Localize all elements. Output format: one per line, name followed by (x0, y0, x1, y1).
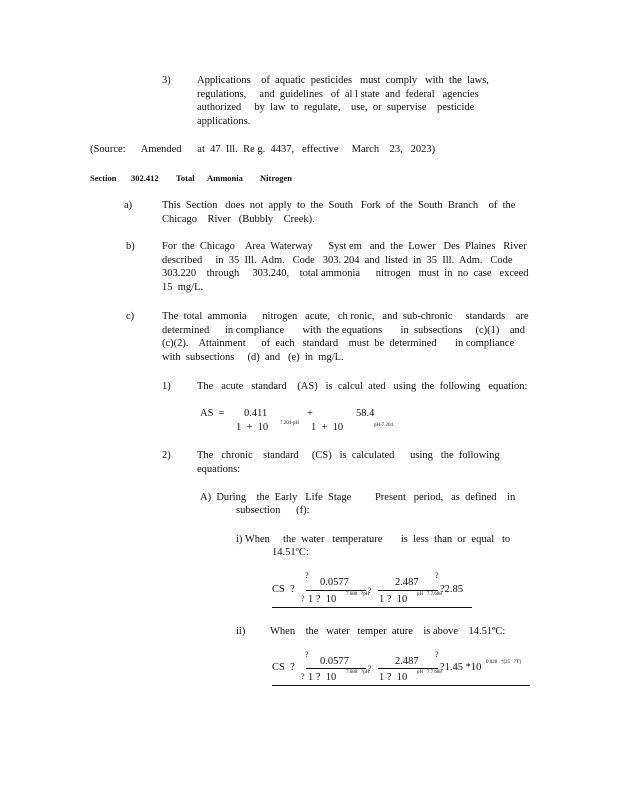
cs2-exponent: 7.688 ?pH (346, 670, 370, 675)
cs1-denominator: 1 ? 10 (308, 594, 337, 605)
as-equation-plus: + (307, 408, 313, 419)
item-i-line: i) When the water temperature is less than or equal to (236, 534, 511, 545)
subparagraph-a-line: A) During the Early Life Stage Present period, as defined in (200, 492, 516, 503)
cs1-numerator: 2.487 (395, 577, 419, 588)
item-ii-text: When the water temper ature is above 14.51ºC: (270, 626, 506, 637)
cs2-fraction-bar (306, 668, 366, 669)
subsection-c-text (162, 310, 529, 364)
subsection-c-line: (c)(2). Attainment of each standard must be determined in compliance (162, 338, 515, 349)
item-3-number: 3) (162, 75, 171, 86)
paragraph-2-line: The chronic standard (CS) is calculated using the following (197, 450, 500, 461)
cs1-bracket-glyph: ? (301, 594, 305, 603)
item-3-line: authorized by law to regulate, use, or supervise pesticide (197, 102, 475, 113)
section-number: 302.412 (131, 173, 159, 183)
subsection-b-line: 15 mg/L. (162, 281, 204, 293)
cs2-tail-exponent: 0.028 *(25 ?T) (486, 660, 521, 665)
subsection-c-line: with subsections (d) and (e) in mg/L. (162, 351, 344, 363)
as-equation-exponent: 7.204-pH (280, 421, 300, 426)
paragraph-2-line: equations: (197, 463, 241, 475)
subsection-c-line: The total ammonia nitrogen acute, ch ronic, and sub-chronic standards are (162, 311, 529, 322)
item-ii-number: ii) (236, 626, 246, 637)
subsection-b-line: For the Chicago Area Waterway Syst em and the Lower Des Plaines River (162, 241, 527, 252)
cs1-operator: ? (368, 586, 372, 595)
item-3-line: applications. (197, 115, 251, 127)
as-equation-denominator: 1 + 10 (236, 422, 269, 433)
cs1-exponent: 7.688 ?pH (346, 592, 370, 597)
cs1-lhs: CS ? (272, 584, 295, 595)
cs2-numerator: 2.487 (395, 656, 419, 667)
cs2-bracket-glyph: ? (305, 650, 309, 659)
cs1-bracket-glyph: ? (305, 571, 309, 580)
item-i-line: 14.51ºC: (272, 547, 309, 558)
section-title-word: Total (176, 173, 195, 183)
subsection-b-line: described in 35 Ill. Adm. Code 303. 204 and listed in 35 Ill. Adm. Code (162, 254, 513, 266)
as-equation-numerator: 58.4 (356, 408, 375, 419)
as-equation-exponent: pH-7.204 (374, 423, 394, 428)
cs2-operator: ? (368, 664, 372, 673)
section-title-word: Ammonia (207, 173, 243, 183)
cs2-denominator: 1 ? 10 (308, 672, 337, 683)
subsection-c-number: c) (126, 311, 135, 322)
cs2-tail: ?1.45 *10 (440, 662, 482, 673)
source-note: (Source: Amended at 47 Ill. Re g. 4437, effective March 23, 2023) (90, 144, 436, 155)
paragraph-1-number: 1) (162, 381, 171, 392)
as-equation-numerator: 0.411 (244, 408, 268, 419)
cs2-fraction-bar (378, 668, 438, 669)
subsection-a-line: This Section does not apply to the South Fork of the South Branch of the (162, 200, 516, 211)
cs1-denominator: 1 ? 10 (379, 594, 408, 605)
cs2-lhs: CS ? (272, 662, 295, 673)
subsection-b-text (162, 240, 529, 294)
subsection-a-number: a) (124, 200, 133, 211)
as-equation-lhs: AS = (200, 408, 225, 419)
cs1-tail: ?2.85 (440, 584, 464, 595)
subsection-b-line: 303.220 through 303.240, total ammonia nitrogen must in no case exceed (162, 268, 529, 279)
section-title-word: Nitrogen (260, 173, 292, 183)
cs1-bracket-glyph: ? (435, 571, 439, 580)
item-3-line: regulations, and guidelines of al l state and federal agencies (197, 88, 479, 100)
cs2-bracket-glyph: ? (301, 672, 305, 681)
paragraph-2-text (197, 449, 500, 476)
cs2-underline (272, 685, 530, 686)
section-label: Section (90, 173, 117, 183)
subparagraph-a-line: subsection (f): (236, 505, 310, 516)
paragraph-2-number: 2) (162, 450, 171, 461)
cs1-fraction-bar (306, 590, 366, 591)
subsection-b-number: b) (126, 241, 135, 252)
subsection-c-line: determined in compliance with the equations in subsections (c)(1) and (162, 324, 526, 336)
cs2-denominator: 1 ? 10 (379, 672, 408, 683)
paragraph-1-text: The acute standard (AS) is calcul ated using the following equation: (197, 381, 528, 392)
cs1-fraction-bar (378, 590, 438, 591)
cs1-underline (272, 607, 472, 608)
item-3-line: Applications of aquatic pesticides must comply with the laws, (197, 75, 489, 86)
as-equation-denominator: 1 + 10 (311, 422, 344, 433)
subsection-a-text (162, 199, 516, 226)
cs2-exponent: pH 7.7.688 (417, 670, 442, 675)
cs1-numerator: 0.0577 (320, 577, 349, 588)
cs2-numerator: 0.0577 (320, 656, 349, 667)
subsection-a-line: Chicago River (Bubbly Creek). (162, 213, 315, 225)
cs2-bracket-glyph: ? (435, 650, 439, 659)
cs1-exponent: pH 7.7.688 (417, 592, 442, 597)
item-3-text (197, 74, 493, 128)
